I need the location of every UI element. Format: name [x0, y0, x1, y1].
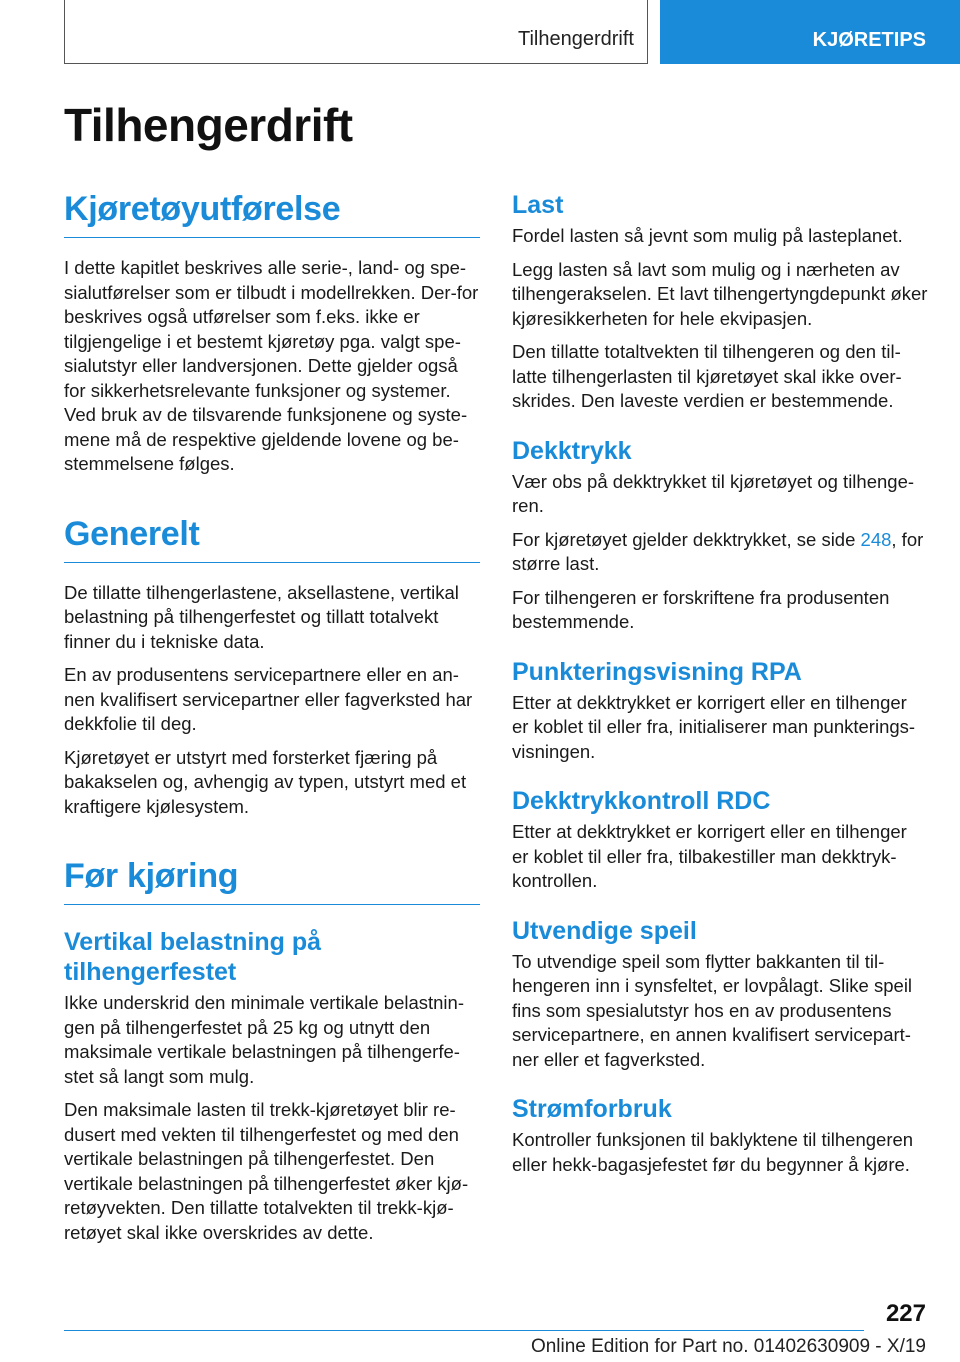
section-generelt	[64, 515, 480, 820]
paragraph: Kjøretøyet er utstyrt med forsterket fjæring på bakakselen og, avhengig av typen, utstyrt med et kraftigere kjølesystem.	[64, 746, 467, 817]
paragraph: Den maksimale lasten til trekk-kjøretøyet blir re-dusert med vekten til tilhengerfestet og med den vertikale belastningen på tilhengerfestet. Den vertikale belastningen på tilhengerfestet øker kjø-retøyvekten. Den tillatte totalvekten til trekk-kjø-retøyet skal ikke overskrides av dette.	[64, 1099, 469, 1243]
subsection-heading: Utvendige speil	[512, 916, 697, 945]
subsection-dekktrykk	[512, 436, 928, 635]
page-title: Tilhengerdrift	[64, 99, 353, 151]
paragraph: Etter at dekktrykket er korrigert eller en tilhenger er koblet til eller fra, tilbakestiller man dekktryk-kontrollen.	[512, 821, 907, 891]
subsection-rpa	[512, 657, 928, 765]
paragraph-text: For kjøretøyet gjelder dekktrykket, se side	[512, 528, 861, 550]
subsection-heading: Dekktrykk	[512, 436, 632, 465]
header-chapter-tab[interactable]: KJØRETIPS	[660, 0, 960, 64]
left-column	[64, 190, 480, 1254]
section-for-kjoring	[64, 857, 480, 1245]
paragraph: To utvendige speil som flytter bakkanten til til-hengeren inn i synsfeltet, er lovpålagt. Slike speil fins som spesialutstyr hos en av produsentens servicepartnere, en annen kvalifisert servicepart-ner eller et fagverksted.	[512, 950, 913, 1070]
section-heading: Generelt	[64, 515, 480, 563]
paragraph: Fordel lasten så jevnt som mulig på lasteplanet.	[512, 225, 903, 246]
paragraph: En av produsentens servicepartnere eller en an-nen kvalifisert servicepartner eller fagverksted har dekkfolie til deg.	[64, 664, 473, 734]
subsection-rdc	[512, 786, 928, 894]
paragraph: Den tillatte totaltvekten til tilhengeren og den til-latte tilhengerlasten til kjøretøyet skal ikke over-skrides. Den laveste verdien er bestemmende.	[512, 341, 902, 411]
paragraph: For tilhengeren er forskriftene fra produsenten bestemmende.	[512, 586, 890, 632]
subsection-last	[512, 190, 928, 414]
paragraph: Kontroller funksjonen til baklyktene til tilhengeren eller hekk-bagasjefestet før du begynner å kjøre.	[512, 1129, 914, 1175]
paragraph: Legg lasten så lavt som mulig og i nærheten av tilhengerakselen. Et lavt tilhengertyngdepunkt øker kjøresikkerheten for hele ekvipasjen.	[512, 258, 928, 329]
subsection-heading: Vertikal belastning på tilhengerfestet	[64, 928, 322, 986]
footer-edition: Online Edition for Part no. 01402630909 - X/19	[530, 1336, 926, 1357]
paragraph: De tillatte tilhengerlastene, aksellastene, vertikal belastning på tilhengerfestet og tillatt totalvekt finner du i tekniske data.	[64, 581, 459, 652]
page-number: 227	[885, 1300, 926, 1327]
paragraph-text: , for større last.	[512, 528, 924, 574]
paragraph: I dette kapitlet beskrives alle serie-, land- og spe-sialutførelser som er tilbudt i modellrekken. Der-for beskrives også utførelser som f.eks. ikke er tilgjengelige i et bestemt kjøretøy pga. valgt spe-sialutstyr eller landversjonen. Dette gjelder også for sikkerhetsrelevante funksjoner og systemer. Ved bruk av de tilsvarende funksjonene og syste-mene må de respektive gjeldende lovene og be-stemmelsene følges.	[64, 257, 479, 474]
subsection-heading: Strømforbruk	[512, 1095, 672, 1123]
footer-divider	[64, 1330, 864, 1331]
subsection-stromforbruk	[512, 1094, 928, 1177]
section-heading: Før kjøring	[64, 857, 480, 905]
right-column	[512, 190, 928, 1186]
section-heading: Kjøretøyutførelse	[64, 190, 480, 238]
paragraph	[512, 528, 928, 577]
paragraph: Vær obs på dekktrykket til kjøretøyet og tilhenge-ren.	[512, 470, 915, 516]
paragraph: Etter at dekktrykket er korrigert eller en tilhenger er koblet til eller fra, initialiserer man punkterings-visningen.	[512, 691, 916, 762]
subsection-speil	[512, 916, 928, 1073]
section-kjoretoyutforelse	[64, 190, 480, 477]
page-link-248[interactable]: 248	[860, 528, 892, 550]
subsection-heading: Last	[512, 191, 564, 219]
paragraph: Ikke underskrid den minimale vertikale belastnin-gen på tilhengerfestet på 25 kg og utnytt den maksimale vertikale belastningen på tilhengerfe-stet så langt som mulg.	[64, 992, 464, 1087]
subsection-heading: Dekktrykkontroll RDC	[512, 787, 771, 815]
subsection-heading: Punkteringsvisning RPA	[512, 657, 802, 686]
header-section-label: Tilhengerdrift	[518, 28, 634, 50]
